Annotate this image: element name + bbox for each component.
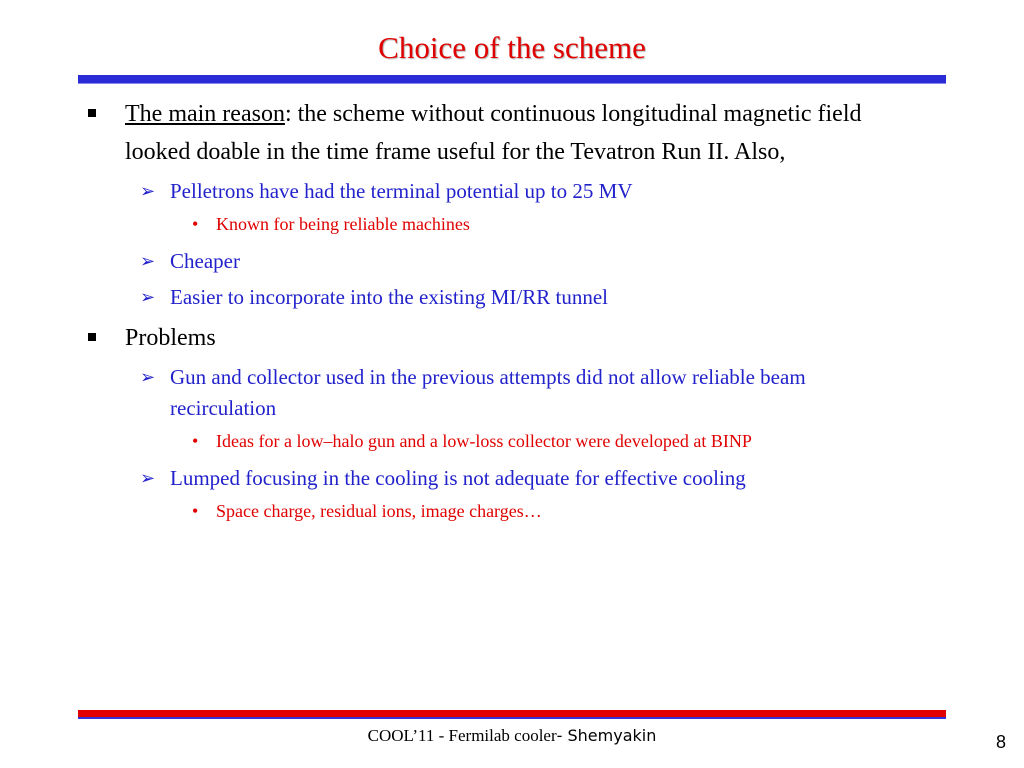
bullet-text: Problems xyxy=(125,325,216,351)
sub-sub-bullet-reliable xyxy=(0,207,916,241)
slide-content xyxy=(0,95,1024,528)
footer-text: COOL’11 - Fermilab cooler xyxy=(367,726,557,745)
dot-bullet-icon: • xyxy=(192,214,199,234)
arrow-bullet-icon: ➢ xyxy=(140,367,156,388)
title-divider xyxy=(78,75,946,84)
bullet-problems xyxy=(0,319,925,357)
bullet-lead: The main reason xyxy=(125,101,285,127)
sub-bullet-text: Lumped focusing in the cooling is not adequate for effective cooling xyxy=(170,466,746,490)
sub-bullet-text: Cheaper xyxy=(170,249,240,273)
bullet-text: : the scheme without continuous longitudinal magnetic field looked doable in the time frame useful for the Tevatron Run II. Also, xyxy=(125,101,862,165)
footer-divider xyxy=(78,710,946,719)
sub-bullet-text: Gun and collector used in the previous attempts did not allow reliable beam recirculation xyxy=(170,365,806,420)
sub-bullet-cheaper xyxy=(0,246,900,277)
sub-sub-bullet-text: Ideas for a low–halo gun and a low-loss collector were developed at BINP xyxy=(216,431,752,451)
sub-sub-bullet-binp xyxy=(0,424,916,458)
sub-bullet-pelletrons xyxy=(0,176,900,207)
footer-author: - Shemyakin xyxy=(556,726,657,745)
sub-bullet-lumped-focusing xyxy=(0,463,900,494)
dot-bullet-icon: • xyxy=(192,431,199,451)
square-bullet-icon xyxy=(88,333,96,341)
sub-sub-bullet-text: Space charge, residual ions, image charges… xyxy=(216,501,542,521)
bullet-main-reason xyxy=(0,95,925,171)
sub-bullet-tunnel xyxy=(0,282,900,313)
sub-sub-bullet-space-charge xyxy=(0,494,916,528)
square-bullet-icon xyxy=(88,109,96,117)
arrow-bullet-icon: ➢ xyxy=(140,181,156,202)
sub-sub-bullet-text: Known for being reliable machines xyxy=(216,214,470,234)
arrow-bullet-icon: ➢ xyxy=(140,468,156,489)
arrow-bullet-icon: ➢ xyxy=(140,287,156,308)
sub-bullet-gun-collector xyxy=(0,362,900,424)
page-number: 8 xyxy=(996,732,1007,752)
footer xyxy=(0,725,1024,747)
sub-bullet-text: Pelletrons have had the terminal potential up to 25 MV xyxy=(170,179,633,203)
slide-title: Choice of the scheme xyxy=(378,30,646,65)
dot-bullet-icon: • xyxy=(192,501,199,521)
sub-bullet-text: Easier to incorporate into the existing MI/RR tunnel xyxy=(170,285,608,309)
arrow-bullet-icon: ➢ xyxy=(140,251,156,272)
